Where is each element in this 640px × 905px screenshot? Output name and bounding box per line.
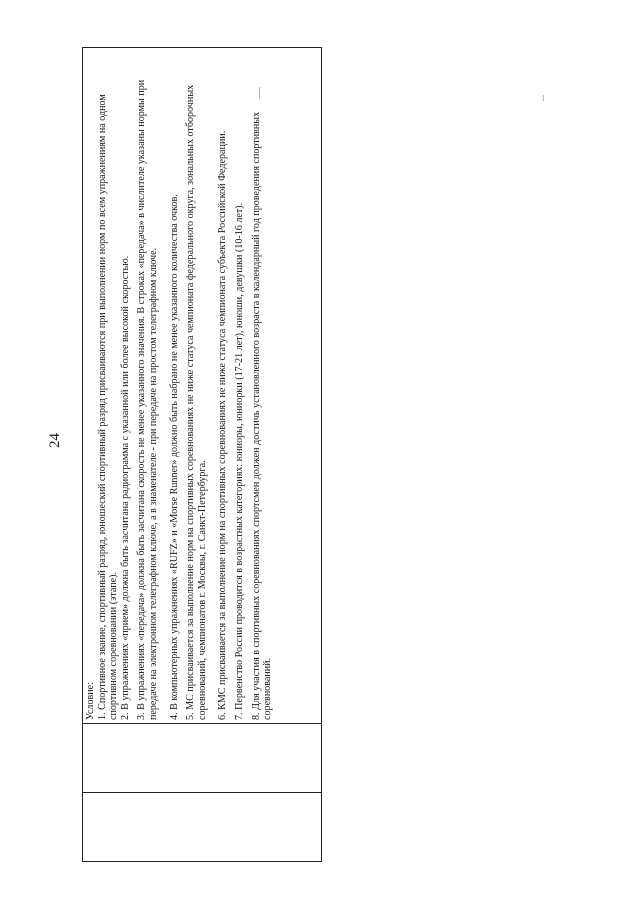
page-number: 24 bbox=[47, 433, 63, 448]
conditions-heading: Условие: bbox=[85, 682, 96, 720]
condition-item-2: 2. В упражнениях «прием» должна быть засчитана радиограмма с указанной или более высокой скоростью. bbox=[119, 255, 131, 720]
empty-cell-middle bbox=[83, 724, 322, 793]
scan-mark bbox=[543, 95, 544, 101]
condition-item-4: 4. В компьютерных упражнениях «RUFZ» и «Morse Runner» должно быть набрано не менее указанного количества очков. bbox=[168, 194, 180, 720]
condition-item-3: 3. В упражнениях «передача» должна быть засчитана скорость не менее указанного значения. В строках «передача» в числителе указаны нормы при передаче на электронном телеграфном ключе, а в знаменателе - при передаче на простом телеграфном ключе. bbox=[136, 79, 159, 720]
table-row bbox=[83, 48, 322, 862]
scan-mark bbox=[259, 87, 260, 99]
condition-item-8: 8. Для участия в спортивных соревнованиях спортсмен должен достичь установленного возраста в календарный год проведения спортивных соревнований. bbox=[250, 111, 274, 720]
conditions-table bbox=[82, 47, 322, 862]
condition-item-1: 1. Спортивное звание, спортивный разряд, юношеский спортивный разряд присваиваются при выполнении норм по всем упражнениям на одном спортивном соревновании (этапе). bbox=[96, 94, 120, 720]
empty-cell-left bbox=[83, 793, 322, 862]
condition-item-6: 6. КМС присваивается за выполнение норм на спортивных соревнованиях не ниже статуса чемпионата субъекта Российской Федерации. bbox=[217, 130, 229, 720]
condition-item-5: 5. МС присваивается за выполнение норм на спортивных соревнованиях не ниже статуса чемпионата федерального округа, зональных отборочных соревнований, чемпионатов г. Москвы, г. Санкт-Петербурга. bbox=[185, 84, 208, 720]
rotated-table-container bbox=[82, 47, 322, 862]
conditions-cell bbox=[83, 48, 322, 724]
condition-item-7: 7. Первенство России проводится в возрастных категориях: юниоры, юниорки (17-21 лет), юноши, девушки (10-16 лет). bbox=[233, 202, 245, 720]
